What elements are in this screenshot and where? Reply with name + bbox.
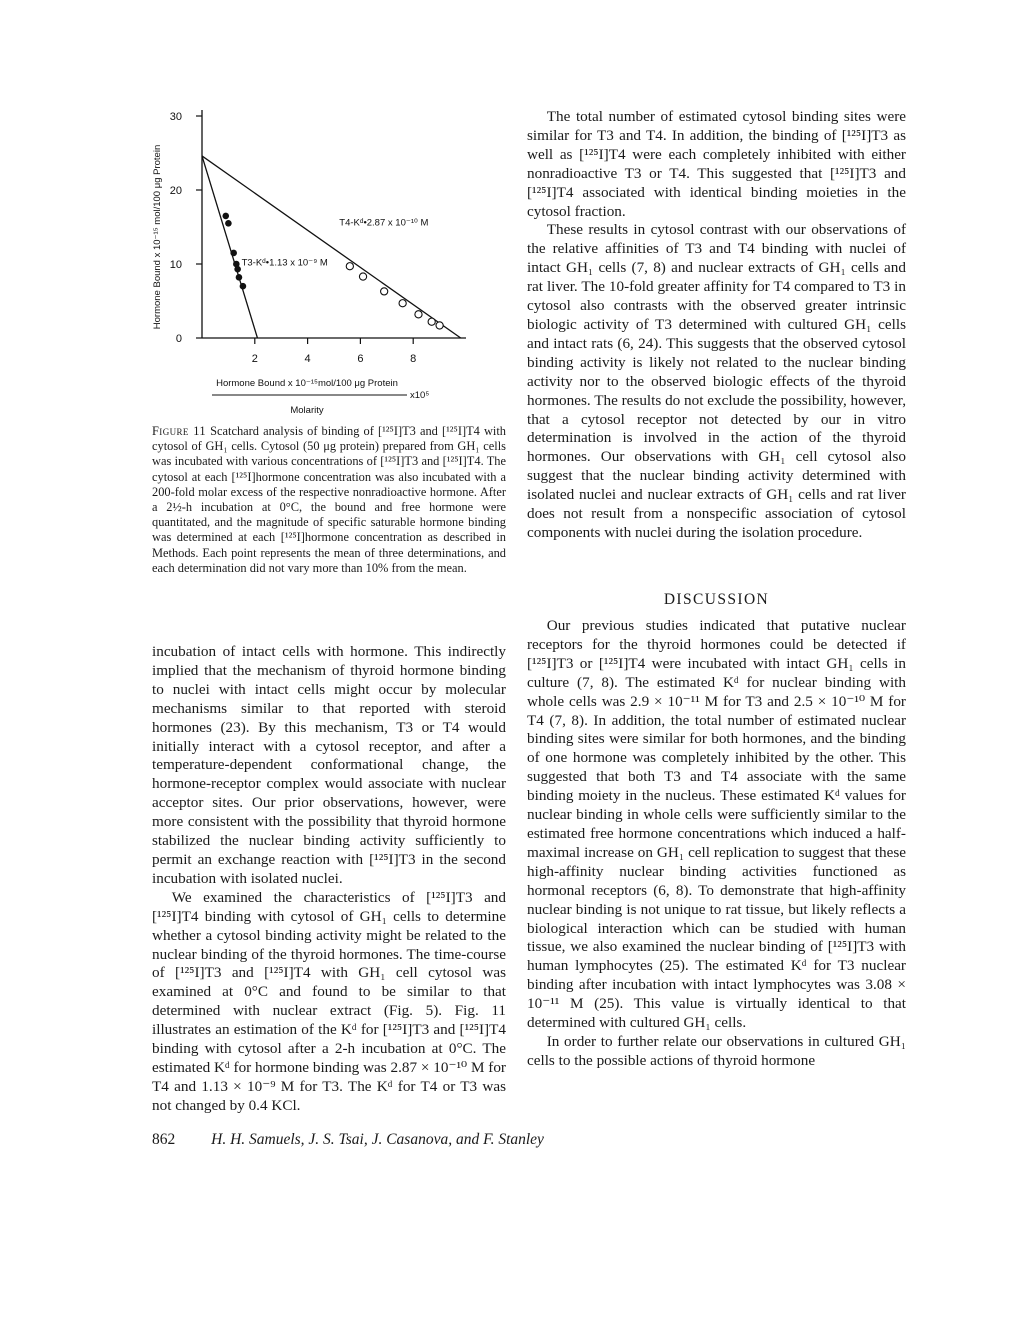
figure-caption-text: Scatchard analysis of binding of [¹²⁵I]T3 and [¹²⁵I]T4 with cytosol of GH₁ cells. Cytosol (50 μg protein) prepared from GH₁ cells was incubated with various concentrations of [¹²⁵I]T3 and [¹²⁵I]T4. The cytosol at each [¹²⁵I]hormone concentration was also incubated with a 200-fold molar excess of the respective nonradioactive hormone. After a 2½-h incubation at 0°C, the bound and free hormone were quantitated, and the magnitude of specific saturable hormone binding was determined at each [¹²⁵I]hormone concentration as described in Methods. Each point represents the mean of three determinations, and each determination did not vary more than 10% from the mean. xyxy=(152,424,506,575)
y-tick-label: 30 xyxy=(169,111,182,123)
y-tick-label: 0 xyxy=(175,333,182,345)
t3-kd-label: T3-Kᵈ•1.13 x 10⁻⁹ M xyxy=(241,257,328,269)
t4-data-point xyxy=(359,273,366,280)
y-tick-label: 20 xyxy=(169,185,182,197)
page-footer xyxy=(152,1131,912,1149)
section-heading-discussion: DISCUSSION xyxy=(663,591,770,608)
t4-data-point xyxy=(381,288,388,295)
paragraph: These results in cytosol contrast with our observations of the relative affinities of T3 and T4 binding with nuclei of intact GH₁ cells (7, 8) and nuclear extracts of GH₁ cells and rat liver. The 10-fold greater affinity for T4 compared to T3 in cytosol also contrasts with the observed greater intrinsic biologic activity of T3 determined with cultured GH₁ cells and intact rats (6, 24). This suggests that the observed cytosol binding activity is likely not related to the nuclear binding activity nor to the observed biologic effects of the thyroid hormones. The results do not exclude the possibility, however, that a cytosol receptor not detected by our in vitro determination is involved in the action of the thyroid hormones. Our observations with GH₁ cell cytosol also suggest that the nuclear binding activity determined with isolated nuclei and nuclear extracts of GH₁ cells and rat liver does not result from a nonspecific association of cytosol components with nuclei during the isolation procedure. xyxy=(527,221,907,541)
x-tick-label: 8 xyxy=(410,353,417,365)
footer-authors: H. H. Samuels, J. S. Tsai, J. Casanova, and F. Stanley xyxy=(211,1131,544,1148)
t4-kd-label: T4-Kᵈ•2.87 x 10⁻¹⁰ M xyxy=(339,217,429,229)
x-tick-label: 2 xyxy=(251,353,258,365)
scatchard-chart xyxy=(140,100,510,420)
figure-11 xyxy=(140,100,510,420)
paragraph: We examined the characteristics of [¹²⁵I]T3 and [¹²⁵I]T4 binding with cytosol of GH₁ cells to determine whether a cytosol binding activity might be related to the nuclear binding of the thyroid hormones. The time-course of [¹²⁵I]T3 and [¹²⁵I]T4 with GH₁ cell cytosol was examined at 0°C and found to be similar to that determined with nuclear extract (Fig. 5). Fig. 11 illustrates an estimation of the Kᵈ for [¹²⁵I]T3 and [¹²⁵I]T4 binding with cytosol after a 2-h incubation at 0°C. The estimated Kᵈ for hormone binding was 2.87 × 10⁻¹⁰ M for T4 and 1.13 × 10⁻⁹ M for T3. The Kᵈ for T4 or T3 was not changed by 0.4 KCl. xyxy=(152,888,506,1114)
x-tick-label: 4 xyxy=(304,353,311,365)
t3-data-point xyxy=(240,283,247,290)
t4-data-point xyxy=(415,311,422,318)
t3-data-point xyxy=(234,266,241,273)
x-axis-label-molarity: Molarity xyxy=(290,405,324,416)
t3-fit-line xyxy=(202,156,257,338)
t3-data-point xyxy=(225,220,232,227)
t3-data-point xyxy=(230,250,237,257)
t4-data-point xyxy=(436,322,443,329)
page-number: 862 xyxy=(152,1131,176,1148)
chart-points xyxy=(222,213,443,329)
x-axis-multiplier: x10⁵ xyxy=(410,390,430,401)
t4-fit-line xyxy=(202,156,461,338)
x-tick-label: 6 xyxy=(357,353,364,365)
chart-labels xyxy=(152,111,429,416)
figure-caption-label: Figure 11 xyxy=(152,424,207,438)
t4-data-point xyxy=(399,300,406,307)
figure-caption xyxy=(152,424,506,576)
y-axis-label: Hormone Bound x 10⁻¹⁵ mol/100 μg Protein xyxy=(152,144,163,330)
t4-data-point xyxy=(346,263,353,270)
paragraph: In order to further relate our observations in cultured GH₁ cells to the possible actions of thyroid hormone xyxy=(527,1032,906,1069)
t3-data-point xyxy=(236,274,243,281)
x-axis-label: Hormone Bound x 10⁻¹⁵mol/100 μg Protein xyxy=(216,378,398,389)
left-column xyxy=(152,643,506,1116)
right-column-top xyxy=(527,108,906,543)
t3-data-point xyxy=(222,213,229,220)
paragraph: Our previous studies indicated that putative nuclear receptors for the thyroid hormones could be detected if [¹²⁵I]T3 or [¹²⁵I]T4 were incubated with intact GH₁ cells in culture (7, 8). The estimated Kᵈ for nuclear binding with whole cells was 2.9 × 10⁻¹¹ M for T3 and 2.5 × 10⁻¹⁰ M for T4 (7, 8). In addition, the total number of estimated nuclear binding sites were similar for both hormones, and the binding of one hormone was completely inhibited by the other. This suggested that both T3 and T4 associate with the same binding moiety in the nucleus. These estimated Kᵈ values for nuclear binding in whole cells were sufficiently similar to the estimated free hormone concentrations which induced a half-maximal increase on GH₁ cell replication to suggest that these high-affinity nuclear binding activities functioned as hormonal receptors (6, 8). To demonstrate that high-affinity nuclear binding is not unique to rat tissue, but likely reflects a biological interaction which can be studied with human tissue, we also examined the nuclear binding of [¹²⁵I]T3 with human lymphocytes (25). The estimated Kᵈ for T3 nuclear binding after incubation with intact lymphocytes was 3.08 × 10⁻¹¹ M (25). This value is virtually identical to that determined with cultured GH₁ cells. xyxy=(527,617,906,1032)
paragraph: The total number of estimated cytosol binding sites were similar for T3 and T4. In addition, the binding of [¹²⁵I]T3 as well as [¹²⁵I]T4 were each completely inhibited with either nonradioactive T3 or T4. This suggested that [¹²⁵I]T3 and [¹²⁵I]T4 associated with identical binding moieties in the cytosol fraction. xyxy=(527,108,906,220)
paragraph: incubation of intact cells with hormone. This indirectly implied that the mechanism of thyroid hormone binding to nuclei with intact cells might occur by molecular mechanisms similar to that reported with steroid hormones (23). By this mechanism, T3 or T4 would initially interact with a cytosol receptor, and after a temperature-dependent conformational change, the hormone-receptor complex would associate with nuclear acceptor sites. Our prior observations, however, were more consistent with the possibility that thyroid hormone stabilized the nuclear binding activity sufficiently to permit an exchange reaction with [¹²⁵I]T3 in the second incubation with isolated nuclei. xyxy=(152,643,506,887)
t4-data-point xyxy=(428,318,435,325)
right-column-bottom xyxy=(527,617,906,1071)
chart-fit-lines xyxy=(202,156,461,338)
y-tick-label: 10 xyxy=(169,259,182,271)
